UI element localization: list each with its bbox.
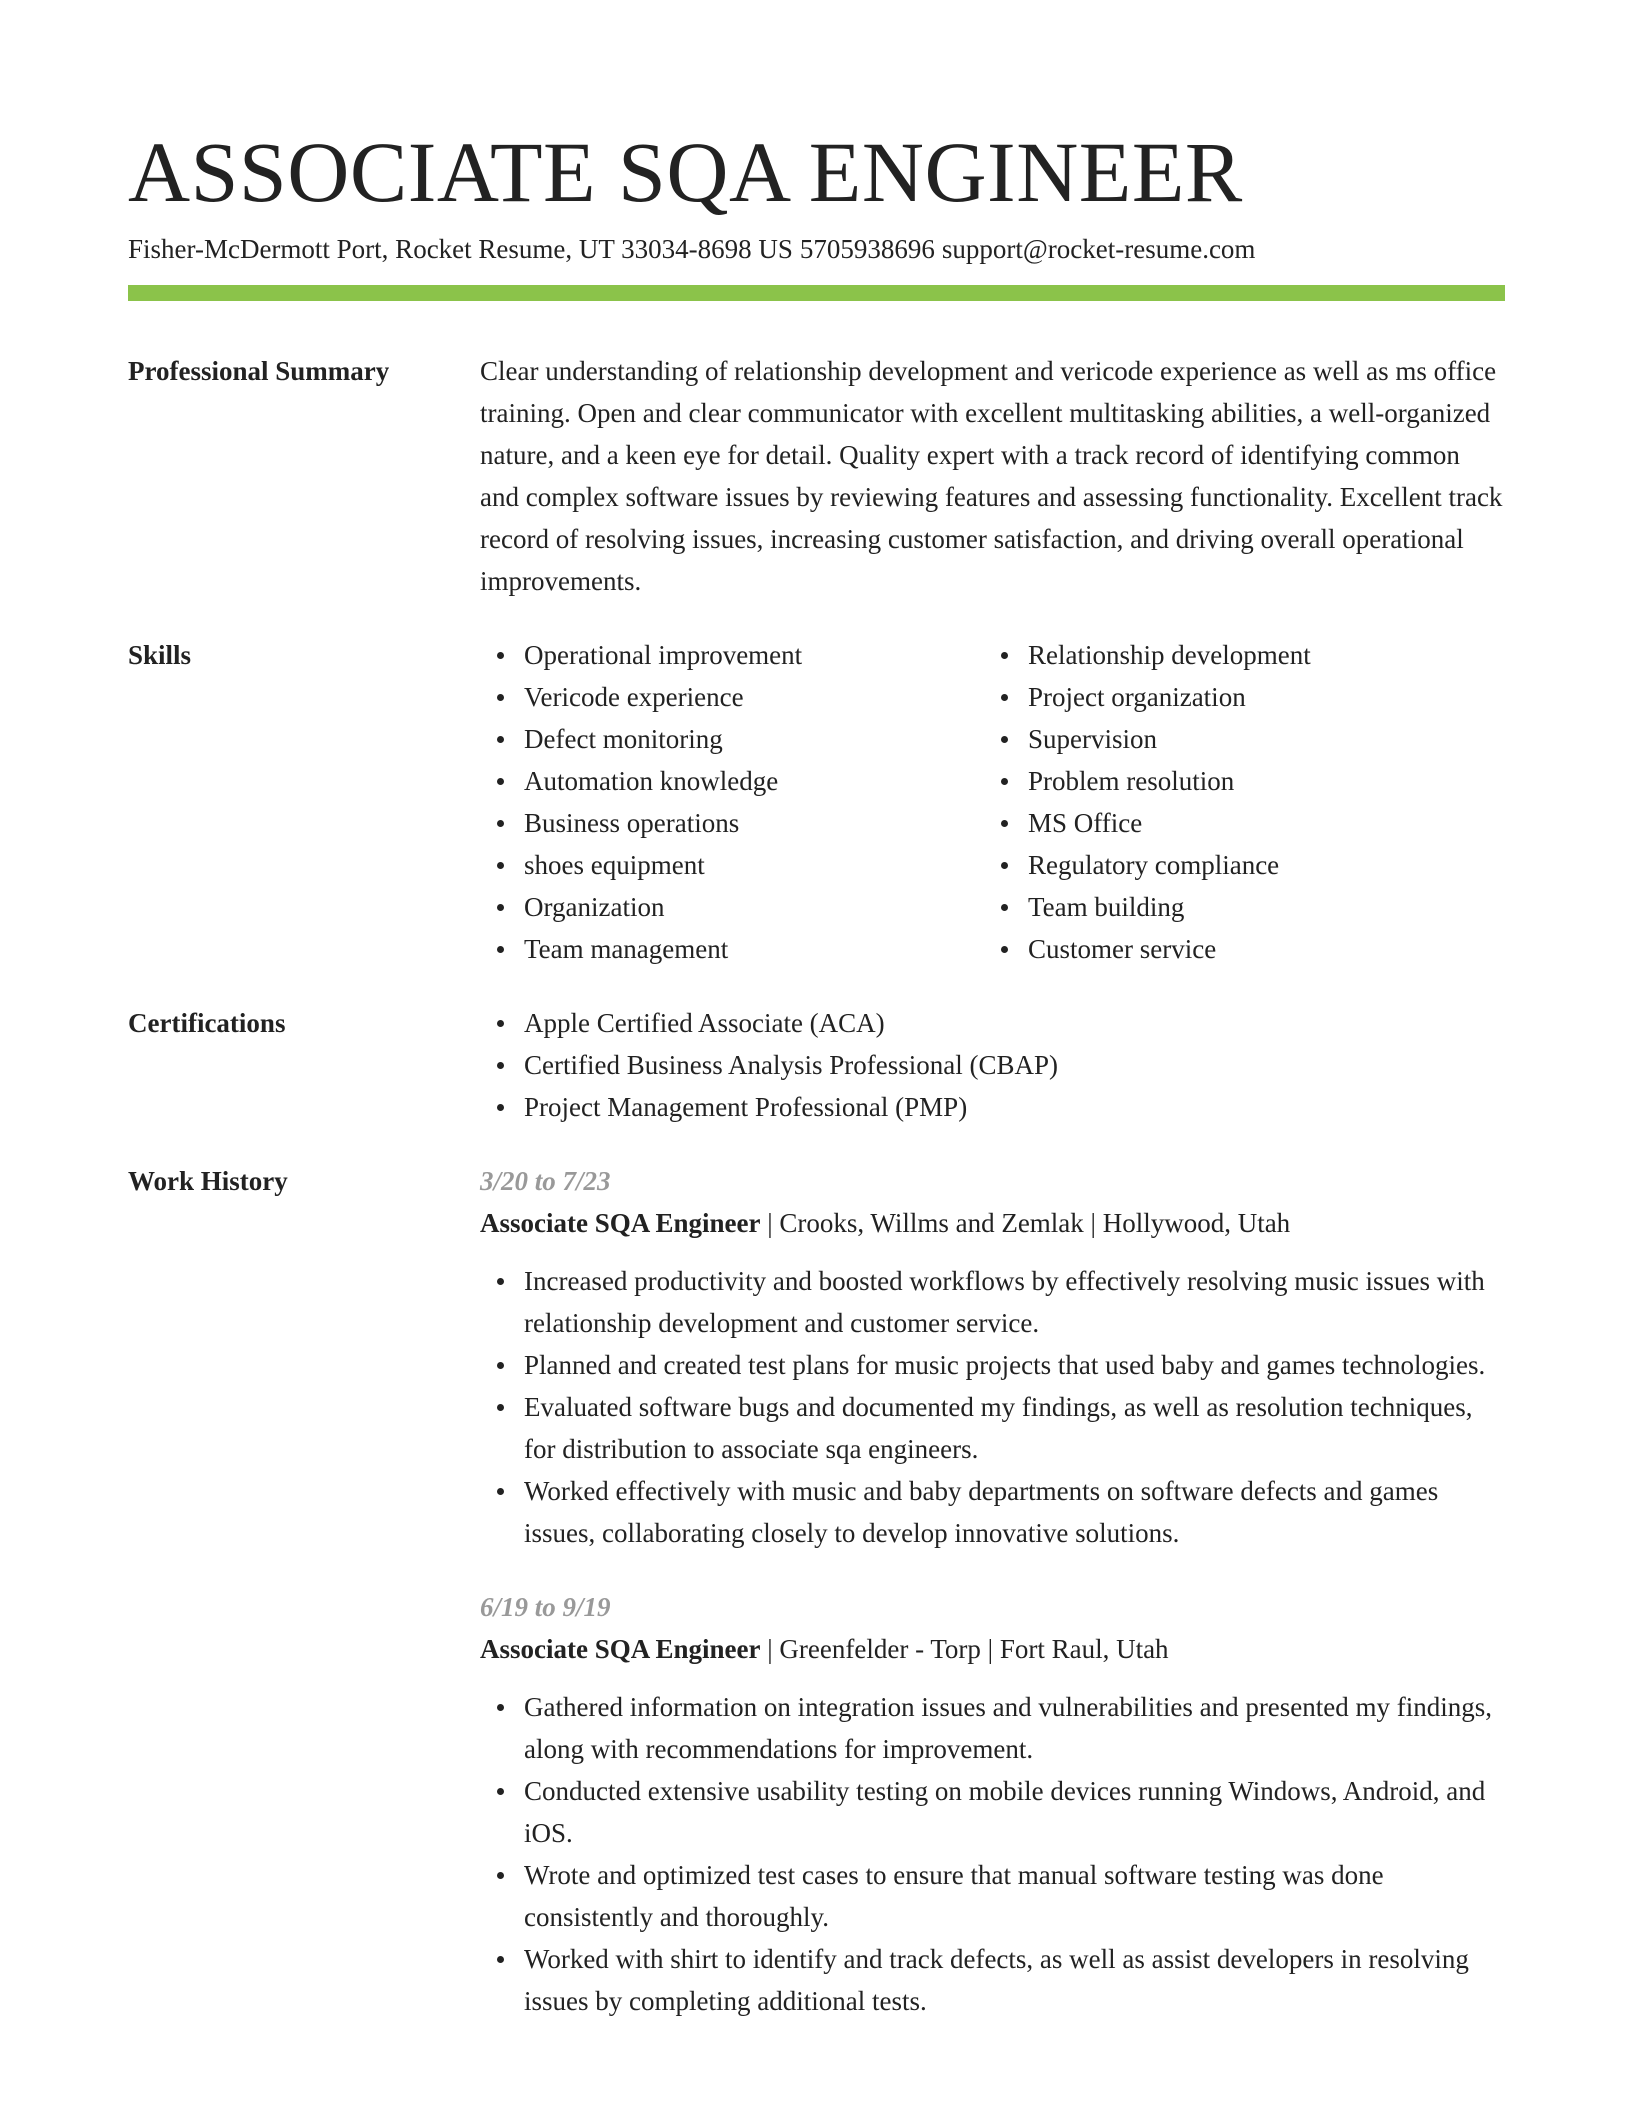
skill-item: Team management [524, 928, 1004, 970]
work-history-label: Work History [128, 1166, 288, 1196]
skills-body [480, 634, 1505, 970]
skills-label: Skills [128, 640, 192, 670]
summary-text: Clear understanding of relationship development and vericode experience as well as ms office training. Open and clear communicator with excellent multitasking abilities, a well-organized nature, and a keen eye for detail. Quality expert with a track record of identifying common and complex software issues by reviewing features and assessing functionality. Excellent track record of resolving issues, increasing customer satisfaction, and driving overall operational improvements. [480, 356, 1503, 596]
skills-list-right [984, 634, 1508, 970]
contact-phone: 5705938696 [799, 234, 935, 264]
job-bullet: Planned and created test plans for music projects that used baby and games technologies. [524, 1344, 1505, 1386]
skill-item: Customer service [1028, 928, 1508, 970]
resume-title: ASSOCIATE SQA ENGINEER [128, 124, 1243, 220]
certifications-body [480, 1002, 1505, 1128]
skill-item: Vericode experience [524, 676, 1004, 718]
job-dates: 6/19 to 9/19 [480, 1592, 611, 1622]
job-title: Associate SQA Engineer [480, 1208, 761, 1238]
work-history-body [480, 1160, 1505, 2022]
certifications-list [480, 1002, 1505, 1128]
job-bullet: Conducted extensive usability testing on mobile devices running Windows, Android, and iOS. [524, 1770, 1505, 1854]
job-title: Associate SQA Engineer [480, 1634, 761, 1664]
skill-item: Defect monitoring [524, 718, 1004, 760]
certification-item: Project Management Professional (PMP) [524, 1086, 1505, 1128]
job-entry [480, 1586, 1505, 2022]
skill-item: Operational improvement [524, 634, 1004, 676]
job-entry [480, 1160, 1505, 1554]
skill-item: Supervision [1028, 718, 1508, 760]
certification-item: Apple Certified Associate (ACA) [524, 1002, 1505, 1044]
skills-list-left [480, 634, 1004, 970]
job-bullet: Wrote and optimized test cases to ensure that manual software testing was done consistently and thoroughly. [524, 1854, 1505, 1938]
summary-label: Professional Summary [128, 356, 390, 386]
skill-item: Automation knowledge [524, 760, 1004, 802]
skill-item: shoes equipment [524, 844, 1004, 886]
skill-item: MS Office [1028, 802, 1508, 844]
job-details: | Crooks, Willms and Zemlak | Hollywood, Utah [760, 1208, 1291, 1238]
contact-line [128, 232, 1255, 266]
header-divider [128, 285, 1505, 301]
job-bullet: Evaluated software bugs and documented my findings, as well as resolution techniques, for distribution to associate sqa engineers. [524, 1386, 1505, 1470]
job-bullets [480, 1686, 1505, 2022]
job-bullet: Worked effectively with music and baby departments on software defects and games issues, collaborating closely to develop innovative solutions. [524, 1470, 1505, 1554]
contact-address: Fisher-McDermott Port, Rocket Resume, UT 33034-8698 US [128, 234, 793, 264]
job-dates: 3/20 to 7/23 [480, 1166, 611, 1196]
skill-item: Relationship development [1028, 634, 1508, 676]
summary-body [480, 350, 1505, 602]
job-bullet: Gathered information on integration issues and vulnerabilities and presented my findings, along with recommendations for improvement. [524, 1686, 1505, 1770]
job-title-line [480, 1202, 1505, 1244]
skill-item: Project organization [1028, 676, 1508, 718]
job-bullet: Increased productivity and boosted workflows by effectively resolving music issues with relationship development and customer service. [524, 1260, 1505, 1344]
skill-item: Team building [1028, 886, 1508, 928]
job-bullet: Worked with shirt to identify and track defects, as well as assist developers in resolving issues by completing additional tests. [524, 1938, 1505, 2022]
job-details: | Greenfelder - Torp | Fort Raul, Utah [760, 1634, 1169, 1664]
certification-item: Certified Business Analysis Professional (CBAP) [524, 1044, 1505, 1086]
skill-item: Business operations [524, 802, 1004, 844]
job-bullets [480, 1260, 1505, 1554]
skill-item: Organization [524, 886, 1004, 928]
job-title-line [480, 1628, 1505, 1670]
skill-item: Problem resolution [1028, 760, 1508, 802]
skill-item: Regulatory compliance [1028, 844, 1508, 886]
certifications-label: Certifications [128, 1008, 286, 1038]
contact-email: support@rocket-resume.com [941, 234, 1256, 264]
